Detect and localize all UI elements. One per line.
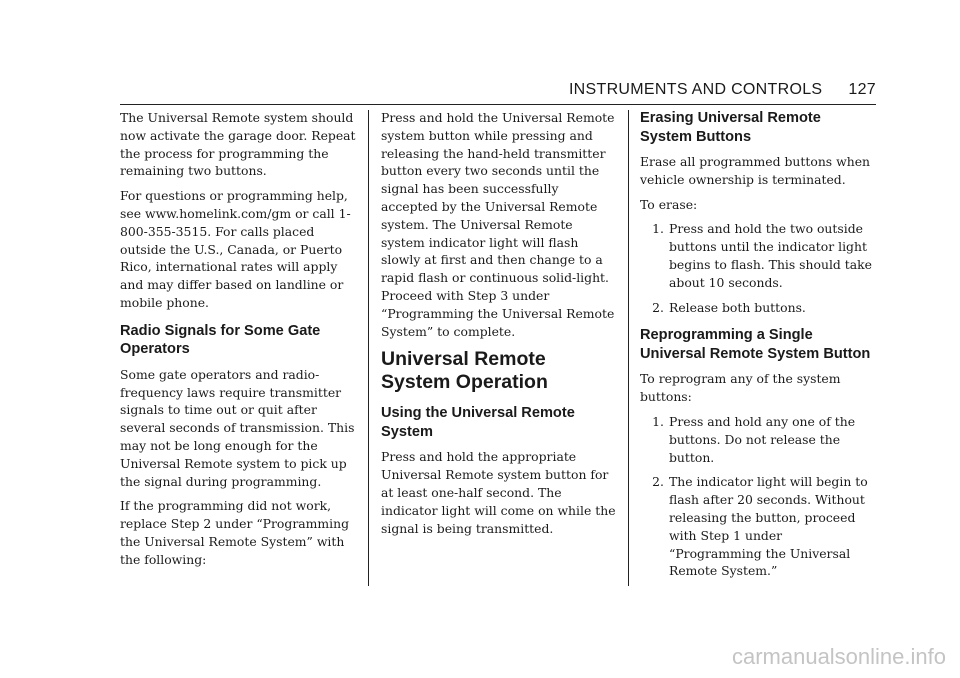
paragraph: To reprogram any of the system buttons: [640, 371, 841, 405]
heading-reprogramming-button: Reprogramming a Single Universal Remote System Button [640, 327, 871, 362]
list-text: Press and hold the two outside buttons until the indicator light begins to flash. This should take about 10 seconds. [669, 221, 873, 290]
paragraph: For questions or programming help, see www.homelink.com/gm or call 1-800-355-3515. For calls placed outside the U.S., Canada, or Puerto Rico, international rates will apply and may differ based on landline or mobile phone. [120, 188, 351, 310]
list-item [640, 220, 876, 291]
heading-universal-remote-operation: Universal Remote System Operation [381, 348, 548, 394]
list-text: Press and hold any one of the buttons. Do not release the button. [669, 413, 856, 465]
paragraph: The Universal Remote system should now activate the garage door. Repeat the process for programming the remaining two buttons. [120, 110, 356, 179]
heading-using-universal-remote: Using the Universal Remote System [381, 405, 575, 440]
paragraph: Some gate operators and radio-frequency laws require transmitter signals to time out or quit after several seconds of transmission. This may not be long enough for the Universal Remote system to pick up the signal during programming. [120, 366, 355, 489]
list-text: Release both buttons. [669, 299, 806, 315]
watermark-text: carmanualsonline.info [731, 644, 946, 669]
list-item [640, 299, 876, 317]
paragraph: Erase all programmed buttons when vehicle ownership is terminated. [640, 154, 871, 187]
list-text: The indicator light will begin to flash after 20 seconds. Without releasing the button, proceed with Step 1 under “Programming the Universal Remote System.” [669, 474, 868, 579]
list-number: 1. [652, 413, 664, 429]
page-number: 127 [848, 81, 876, 98]
column-2 [381, 109, 617, 544]
column-divider [368, 110, 369, 586]
list-number: 2. [652, 299, 664, 315]
section-title: INSTRUMENTS AND CONTROLS [568, 81, 823, 98]
paragraph: Press and hold the appropriate Universal Remote system button for at least one-half second. The indicator light will come on while the signal is being transmitted. [381, 449, 616, 536]
list-number: 1. [652, 221, 664, 237]
heading-erasing-buttons: Erasing Universal Remote System Buttons [640, 110, 821, 145]
column-divider [628, 110, 629, 586]
list-item [640, 473, 876, 580]
list-item [640, 413, 876, 466]
page-header [120, 81, 876, 103]
heading-radio-signals: Radio Signals for Some Gate Operators [120, 322, 321, 358]
list-number: 2. [652, 474, 664, 490]
column-1 [120, 109, 356, 576]
header-rule [120, 104, 876, 105]
paragraph: To erase: [640, 196, 698, 212]
paragraph: Press and hold the Universal Remote system button while pressing and releasing the hand-held transmitter button every two seconds until the signal has been successfully accepted by the Universal Remote system. The Universal Remote system indicator light will flash slowly at first and then change to a rapid flash or continuous solid-light. Proceed with Step 3 under “Programming the Universal Remote System” to complete. [381, 110, 615, 339]
column-3 [640, 109, 876, 587]
paragraph: If the programming did not work, replace Step 2 under “Programming the Universal Remote System” with the following: [120, 498, 349, 567]
